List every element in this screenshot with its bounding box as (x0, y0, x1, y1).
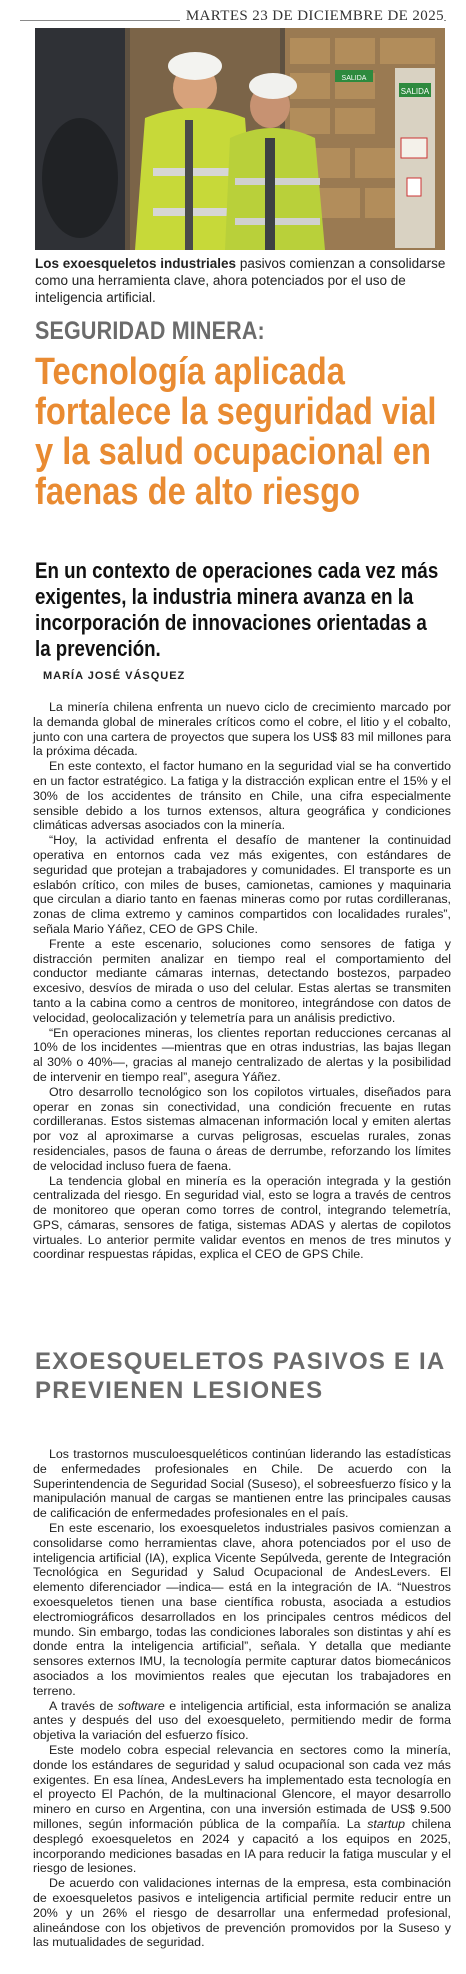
text-run: A través de (49, 1698, 118, 1713)
photo-caption (35, 255, 455, 306)
article-photo (35, 28, 445, 250)
italic-run: software (117, 1698, 165, 1713)
svg-text:SALIDA: SALIDA (341, 75, 367, 82)
issue-date: MARTES 23 DE DICIEMBRE DE 2025 (180, 8, 444, 25)
photo-illustration (35, 28, 445, 250)
svg-text:SALIDA: SALIDA (400, 87, 430, 96)
body-paragraph: La tendencia global en minería es la operación integrada y la gestión centralizada del riesgo. En seguridad vial, esto se logra a través de centros de monitoreo que operan como torres de control, integrando telemetría, GPS, cámaras, sensores de fatiga, sistemas ADAS y alertas de copilotos virtuales. Lo anterior permite validar eventos en menos de tres minutos y coordinar respuestas rápidas, explica el CEO de GPS Chile. (33, 1173, 451, 1262)
body-paragraph: “Hoy, la actividad enfrenta el desafío de mantener la continuidad operativa en entornos cada vez más exigentes, con estándares de seguridad que protejan a trabajadores y comunidades. El transporte es un eslabón crítico, con miles de buses, camionetas, camiones y maquinaria que circulan a diario tanto en faenas mineras como por rutas cordilleranas, zonas de clima extremo y caminos compartidos con localidades rurales”, señala Mario Yáñez, CEO de GPS Chile. (33, 833, 451, 936)
body-paragraph: De acuerdo con validaciones internas de la empresa, esta combinación de exoesqueletos pasivos e inteligencia artificial permite reducir entre un 20% y un 26% el riesgo de desarrollar una enfermedad profesional, alineándose con los objetivos de prevención promovidos por la Suseso y las mutualidades de seguridad. (33, 1876, 451, 1950)
page-header (0, 0, 466, 26)
caption-bold: Los exoesqueletos industriales (35, 256, 237, 271)
body-paragraph: En este escenario, los exoesqueletos industriales pasivos comienzan a consolidarse como herramientas clave, ahora potenciados por el uso de inteligencia artificial (IA), explica Vicente Sepúlveda, gerente de Integración Tecnológica en Seguridad y Salud Ocupacional de AndesLevers. El elemento diferenciador —indica— está en la integración de IA. “Nuestros exoesqueletos tienen una base científica robusta, asociada a estudios electromiográficos desarrollados en los principales centros médicos del mundo. Sin embargo, todas las condiciones laborales son distintas y ahí es donde entra la inteligencia artificial”, señala. Y detalla que mediante sensores externos IMU, la tecnología permite capturar datos biomecánicos asociados a los movimientos reales que ejecutan los trabajadores en terreno. (33, 1520, 451, 1698)
article-subhead: En un contexto de operaciones cada vez más exigentes, la industria minera avanza en la incorporación de innovaciones orientadas a la prevención. (35, 558, 439, 661)
section-body (33, 1447, 451, 1950)
text-run: chilena desplegó exoesqueletos en 2024 y capacitó a los equipos en 2025, incorporando mediciones basadas en IA para reducir la fatiga muscular y el riesgo de lesiones. (33, 1816, 451, 1876)
caption-text: pasivos comienzan a consolidarse como una herramienta clave, ahora potenciados por el uso de inteligencia artificial. (35, 256, 446, 305)
body-paragraph: “En operaciones mineras, los clientes reportan reducciones cercanas al 10% de los incidentes —mientras que en otras industrias, las bajas llegan al 30% o 40%—, gracias al manejo centralizado de alertas y la posibilidad de intervenir en tiempo real”, asegura Yáñez. (33, 1025, 451, 1084)
article-kicker: SEGURIDAD MINERA: (35, 317, 265, 345)
body-paragraph (33, 1699, 451, 1743)
body-paragraph: Los trastornos musculoesqueléticos continúan liderando las estadísticas de enfermedades profesionales en Chile. De acuerdo con la Superintendencia de Seguridad Social (Suseso), el sobreesfuerzo físico y la manipulación manual de cargas se mantienen entre las principales causas de calificación de enfermedades profesionales en el país. (33, 1447, 451, 1521)
body-paragraph: Frente a este escenario, soluciones como sensores de fatiga y distracción permiten analizar en tiempo real el comportamiento del conductor mediante cámaras internas, detectando bostezos, parpadeo excesivo, desvíos de mirada o uso del celular. Estas alertas se transmiten tanto a la cabina como a centros de monitoreo, integrándose con datos de velocidad, geolocalización y telemetría para un análisis predictivo. (33, 936, 451, 1025)
text-run: e inteligencia artificial, esta información se analiza antes y después del uso del exoesqueleto, permitiendo medir de forma objetiva la variación del esfuerzo físico. (33, 1698, 452, 1743)
italic-run: startup (367, 1816, 406, 1831)
article-body (33, 700, 451, 1262)
section-title: EXOESQUELETOS PASIVOS E IA PREVIENEN LESIONES (35, 1348, 445, 1404)
body-paragraph: Otro desarrollo tecnológico son los copilotos virtuales, diseñados para operar en zonas sin conectividad, una condición frecuente en rutas cordilleranas. Estos sistemas almacenan información local y emiten alertas por voz al aproximarse a curvas peligrosas, escuelas rurales, zonas residenciales, pasos de fauna o áreas de derrumbe, reforzando los límites de velocidad incluso fuera de faena. (33, 1084, 451, 1173)
article-byline: MARÍA JOSÉ VÁSQUEZ (43, 670, 186, 682)
text-run: Este modelo cobra especial relevancia en sectores como la minería, donde los estándares de seguridad y salud ocupacional son cada vez más exigentes. En esa línea, AndesLevers ha implementado esta tecnología en el proyecto El Pachón, de la multinacional Glencore, el mayor desarrollo minero en curso en Argentina, con una inversión estimada de US$ 9.500 millones, según información pública de la compañía. La (33, 1742, 451, 1831)
article-headline: Tecnología aplicada fortalece la seguridad vial y la salud ocupacional en faenas de alto riesgo (35, 351, 437, 513)
body-paragraph: La minería chilena enfrenta un nuevo ciclo de crecimiento marcado por la demanda global de minerales críticos como el cobre, el litio y el cobalto, junto con una cartera de proyectos que supera los US$ 83 mil millones para la próxima década. (33, 700, 451, 759)
body-paragraph: En este contexto, el factor humano en la seguridad vial se ha convertido en un factor estratégico. La fatiga y la distracción explican entre el 15% y el 30% de los accidentes de tránsito en Chile, una cifra especialmente sensible debido a los turnos extensos, altura geográfica y condiciones climáticas adversas asociados con la minería. (33, 759, 451, 833)
body-paragraph (33, 1743, 451, 1876)
